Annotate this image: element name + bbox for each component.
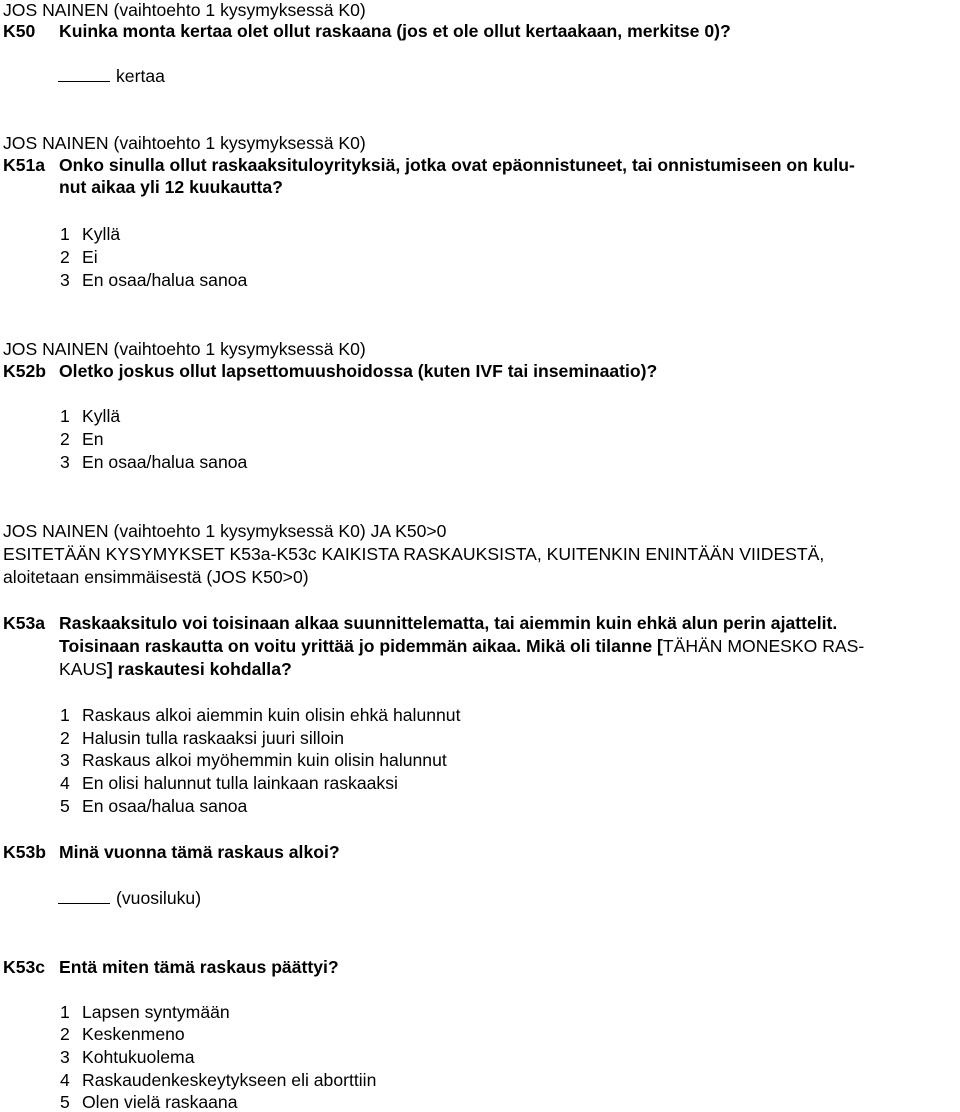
question-text: Kuinka monta kertaa olet ollut raskaana (jos et ole ollut kertaakaan, merkitse 0)? <box>59 21 731 41</box>
option-item[interactable]: 3 En osaa/halua sanoa <box>60 452 248 472</box>
answer-blank[interactable] <box>58 65 110 82</box>
question-text: Minä vuonna tämä raskaus alkoi? <box>59 842 340 862</box>
option-item[interactable]: 1 Lapsen syntymään <box>60 1002 230 1022</box>
option-item[interactable]: 3 Kohtukuolema <box>60 1047 195 1067</box>
question-code: K53c <box>3 957 46 977</box>
question-code: K53b <box>3 842 47 862</box>
question-k53a-cont: Toisinaan raskautta on voitu yrittää jo pidemmän aikaa. Mikä oli tilanne [TÄHÄN MONESKO RAS- <box>59 636 865 656</box>
option-item[interactable]: 5 En osaa/halua sanoa <box>60 796 248 816</box>
condition-k53: JOS NAINEN (vaihtoehto 1 kysymyksessä K0) JA K50>0 <box>3 521 447 541</box>
question-k53b <box>3 842 340 862</box>
option-item[interactable]: 1 Kyllä <box>60 224 121 244</box>
option-item[interactable]: 3 Raskaus alkoi myöhemmin kuin olisin halunnut <box>60 750 447 770</box>
question-k53a-cont2: KAUS] raskautesi kohdalla? <box>59 659 292 679</box>
option-item[interactable]: 2 Halusin tulla raskaaksi juuri silloin <box>60 728 345 748</box>
condition-k52b: JOS NAINEN (vaihtoehto 1 kysymyksessä K0) <box>3 339 366 359</box>
question-k50 <box>3 21 731 41</box>
question-text: Oletko joskus ollut lapsettomuushoidossa (kuten IVF tai inseminaatio)? <box>59 361 658 381</box>
answer-blank[interactable] <box>58 887 110 904</box>
option-item[interactable]: 1 Raskaus alkoi aiemmin kuin olisin ehkä halunnut <box>60 705 461 725</box>
question-code: K53a <box>3 613 46 633</box>
condition-k51a: JOS NAINEN (vaihtoehto 1 kysymyksessä K0) <box>3 133 366 153</box>
option-item[interactable]: 2 Ei <box>60 247 98 267</box>
question-text: Onko sinulla ollut raskaaksituloyrityksiä, jotka ovat epäonnistuneet, tai onnistumiseen on kulu- <box>59 155 855 175</box>
option-item[interactable]: 1 Kyllä <box>60 406 121 426</box>
question-k51a <box>3 155 855 175</box>
question-k53c <box>3 957 339 977</box>
question-k51a-cont: nut aikaa yli 12 kuukautta? <box>59 177 283 197</box>
question-k52b <box>3 361 657 381</box>
answer-k50 <box>58 65 165 86</box>
option-item[interactable]: 2 Keskenmeno <box>60 1024 185 1044</box>
option-item[interactable]: 4 En olisi halunnut tulla lainkaan raskaaksi <box>60 773 398 793</box>
condition-k50: JOS NAINEN (vaihtoehto 1 kysymyksessä K0) <box>3 0 366 20</box>
question-code: K51a <box>3 155 46 175</box>
question-text: Entä miten tämä raskaus päättyi? <box>59 957 339 977</box>
answer-k53b <box>58 887 201 908</box>
answer-unit: (vuosiluku) <box>116 888 202 908</box>
question-code: K52b <box>3 361 47 381</box>
option-item[interactable]: 5 Olen vielä raskaana <box>60 1092 238 1112</box>
question-code: K50 <box>3 21 36 41</box>
condition-k53-instruction: ESITETÄÄN KYSYMYKSET K53a-K53c KAIKISTA RASKAUKSISTA, KUITENKIN ENINTÄÄN VIIDESTÄ, <box>3 544 825 564</box>
option-item[interactable]: 2 En <box>60 429 104 449</box>
option-item[interactable]: 3 En osaa/halua sanoa <box>60 270 248 290</box>
condition-k53-note: aloitetaan ensimmäisestä (JOS K50>0) <box>3 567 309 587</box>
question-k53a <box>3 613 837 633</box>
question-text: Raskaaksitulo voi toisinaan alkaa suunnittelematta, tai aiemmin kuin ehkä alun perin ajattelit. <box>59 613 838 633</box>
option-item[interactable]: 4 Raskaudenkeskeytykseen eli aborttiin <box>60 1070 377 1090</box>
answer-unit: kertaa <box>116 66 165 86</box>
